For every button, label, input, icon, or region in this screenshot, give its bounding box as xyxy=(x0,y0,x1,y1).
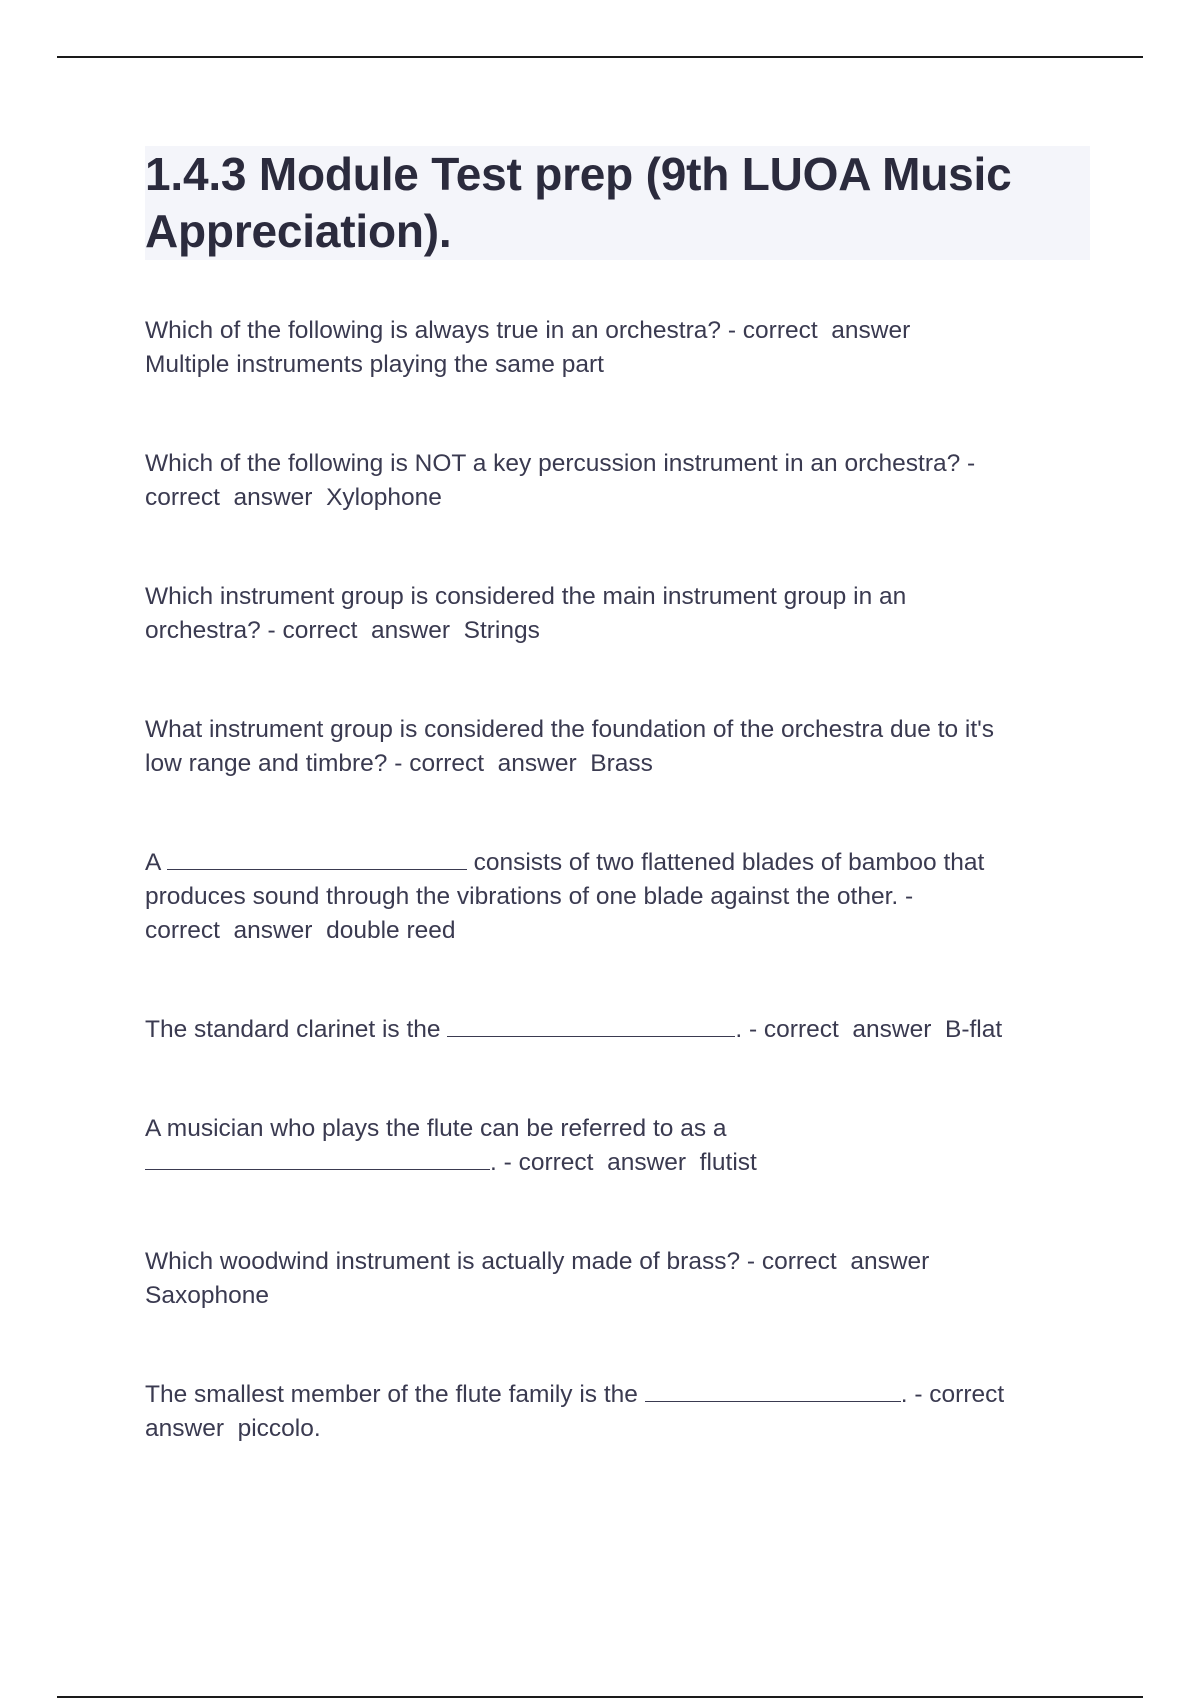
fill-in-blank xyxy=(167,847,467,870)
qa-item-3: Which instrument group is considered the main instrument group in an orchestra? - correct answer Strings xyxy=(145,583,907,644)
fill-in-blank xyxy=(145,1147,490,1170)
document-body xyxy=(145,146,1090,1446)
fill-in-blank xyxy=(447,1014,735,1037)
qa-item-1: Which of the following is always true in an orchestra? - correct answer Multiple instruments playing the same part xyxy=(145,317,911,378)
qa-item-9 xyxy=(145,1378,1090,1446)
qa-item-6-after: . - correct answer B-flat xyxy=(735,1016,1003,1043)
qa-item-7-after: . - correct answer flutist xyxy=(490,1149,757,1176)
qa-item-5 xyxy=(145,846,1090,948)
qa-item-9-after: . - correct answer piccolo. xyxy=(145,1381,1005,1442)
qa-item-7-before: A musician who plays the flute can be referred to as a xyxy=(145,1115,727,1142)
qa-item-2: Which of the following is NOT a key percussion instrument in an orchestra? - correct answer Xylophone xyxy=(145,450,976,511)
footer-rule xyxy=(57,1696,1143,1698)
qa-item-8: Which woodwind instrument is actually made of brass? - correct answer Saxophone xyxy=(145,1248,930,1309)
header-rule xyxy=(57,56,1143,58)
qa-item-9-before: The smallest member of the flute family is the xyxy=(145,1381,645,1408)
qa-item-6-before: The standard clarinet is the xyxy=(145,1016,448,1043)
title-block xyxy=(145,146,1090,260)
qa-item-5-before: A xyxy=(145,849,167,876)
fill-in-blank xyxy=(645,1379,901,1402)
document-title: 1.4.3 Module Test prep (9th LUOA Music Appreciation). xyxy=(145,148,1012,257)
qa-item-5-after: consists of two flattened blades of bamboo that produces sound through the vibrations of one blade against the other. - correct answer double reed xyxy=(145,849,985,944)
qa-item-7 xyxy=(145,1112,1090,1180)
qa-item-4: What instrument group is considered the foundation of the orchestra due to it's low range and timbre? - correct answer Brass xyxy=(145,716,995,777)
qa-item-6 xyxy=(145,1013,1090,1047)
